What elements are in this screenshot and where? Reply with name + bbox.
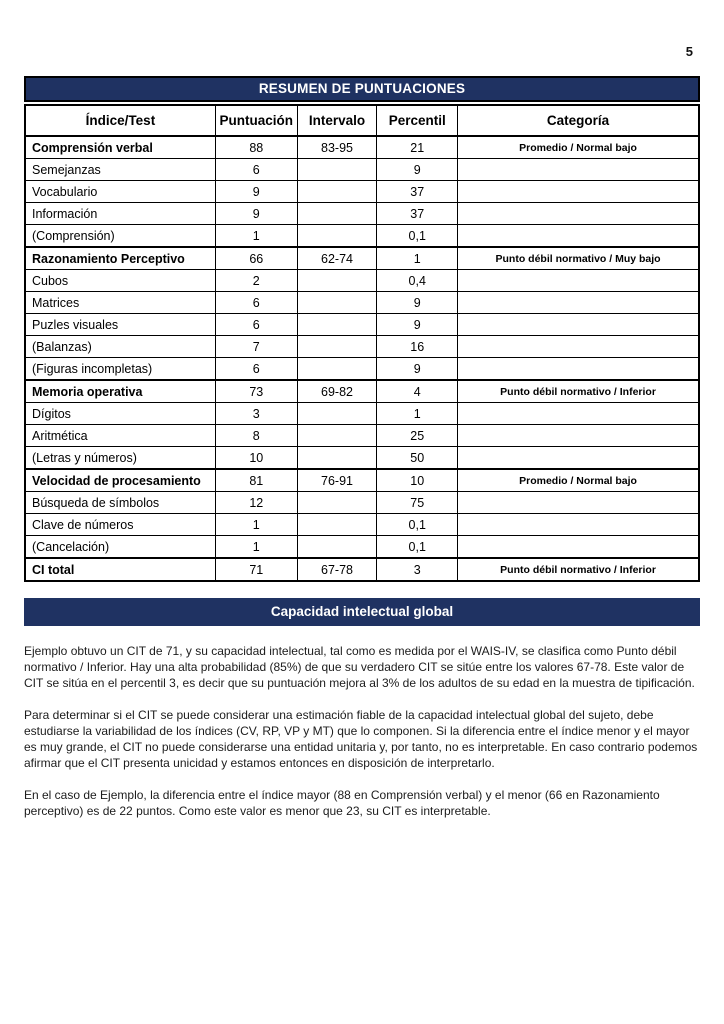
row-label: Información bbox=[25, 203, 215, 225]
row-percentile: 21 bbox=[377, 136, 458, 159]
row-score: 2 bbox=[215, 270, 297, 292]
row-score: 6 bbox=[215, 292, 297, 314]
row-category bbox=[458, 270, 699, 292]
row-label: Dígitos bbox=[25, 403, 215, 425]
row-percentile: 0,1 bbox=[377, 536, 458, 559]
score-table bbox=[24, 104, 700, 582]
row-score: 1 bbox=[215, 536, 297, 559]
row-category bbox=[458, 314, 699, 336]
row-percentile: 9 bbox=[377, 292, 458, 314]
section-body bbox=[24, 643, 700, 835]
row-score: 6 bbox=[215, 314, 297, 336]
table-header-row bbox=[25, 105, 699, 136]
row-interval: 76-91 bbox=[297, 469, 377, 492]
table-row bbox=[25, 358, 699, 381]
row-label: (Comprensión) bbox=[25, 225, 215, 248]
row-score: 12 bbox=[215, 492, 297, 514]
row-category bbox=[458, 225, 699, 248]
table-row bbox=[25, 514, 699, 536]
row-percentile: 10 bbox=[377, 469, 458, 492]
row-percentile: 9 bbox=[377, 159, 458, 181]
row-interval bbox=[297, 425, 377, 447]
row-interval bbox=[297, 536, 377, 559]
row-category bbox=[458, 514, 699, 536]
paragraph-cit-interpretability: En el caso de Ejemplo, la diferencia entre el índice mayor (88 en Comprensión verbal) y el menor (66 en Razonamiento perceptivo) es de 22 puntos. Como este valor es menor que 23, su CIT es interpretable. bbox=[24, 788, 660, 818]
row-percentile: 1 bbox=[377, 247, 458, 270]
table-row bbox=[25, 136, 699, 159]
column-header-interval: Intervalo bbox=[297, 105, 377, 136]
table-row bbox=[25, 314, 699, 336]
row-category: Punto débil normativo / Muy bajo bbox=[458, 247, 699, 270]
table-row bbox=[25, 447, 699, 470]
row-category bbox=[458, 536, 699, 559]
row-percentile: 50 bbox=[377, 447, 458, 470]
table-title: RESUMEN DE PUNTUACIONES bbox=[24, 76, 700, 102]
row-percentile: 25 bbox=[377, 425, 458, 447]
row-interval bbox=[297, 447, 377, 470]
row-percentile: 0,1 bbox=[377, 514, 458, 536]
row-interval bbox=[297, 314, 377, 336]
row-category bbox=[458, 292, 699, 314]
row-score: 10 bbox=[215, 447, 297, 470]
row-interval bbox=[297, 336, 377, 358]
row-category bbox=[458, 203, 699, 225]
row-category bbox=[458, 181, 699, 203]
score-table-body bbox=[25, 136, 699, 581]
row-score: 73 bbox=[215, 380, 297, 403]
row-percentile: 4 bbox=[377, 380, 458, 403]
row-label: Razonamiento Perceptivo bbox=[25, 247, 215, 270]
row-score: 71 bbox=[215, 558, 297, 581]
row-score: 6 bbox=[215, 159, 297, 181]
table-row bbox=[25, 425, 699, 447]
row-percentile: 3 bbox=[377, 558, 458, 581]
row-score: 9 bbox=[215, 181, 297, 203]
row-label: Velocidad de procesamiento bbox=[25, 469, 215, 492]
row-category: Promedio / Normal bajo bbox=[458, 136, 699, 159]
table-row bbox=[25, 536, 699, 559]
paragraph-cit-reliability: Para determinar si el CIT se puede considerar una estimación fiable de la capacidad intelectual global del sujeto, debe estudiarse la variabilidad de los índices (CV, RP, VP y MT) que lo componen. Si la diferencia entre el índice menor y el mayor es muy grande, el CIT no puede considerarse una entidad unitaria y, por tanto, no es interpretable. En caso contrario podemos afirmar que el CIT presenta unicidad y estamos entonces en disposición de interpretarlo. bbox=[24, 708, 698, 770]
row-percentile: 16 bbox=[377, 336, 458, 358]
row-interval bbox=[297, 203, 377, 225]
table-row bbox=[25, 380, 699, 403]
row-category bbox=[458, 403, 699, 425]
row-interval bbox=[297, 403, 377, 425]
row-score: 8 bbox=[215, 425, 297, 447]
row-score: 6 bbox=[215, 358, 297, 381]
row-percentile: 9 bbox=[377, 314, 458, 336]
table-row bbox=[25, 181, 699, 203]
row-interval: 83-95 bbox=[297, 136, 377, 159]
row-category bbox=[458, 447, 699, 470]
row-percentile: 1 bbox=[377, 403, 458, 425]
row-score: 7 bbox=[215, 336, 297, 358]
table-row bbox=[25, 225, 699, 248]
row-label: Comprensión verbal bbox=[25, 136, 215, 159]
row-interval bbox=[297, 514, 377, 536]
column-header-percentile: Percentil bbox=[377, 105, 458, 136]
table-row bbox=[25, 203, 699, 225]
row-label: (Figuras incompletas) bbox=[25, 358, 215, 381]
row-percentile: 0,4 bbox=[377, 270, 458, 292]
row-label: Búsqueda de símbolos bbox=[25, 492, 215, 514]
row-category: Punto débil normativo / Inferior bbox=[458, 558, 699, 581]
row-score: 3 bbox=[215, 403, 297, 425]
row-label: (Balanzas) bbox=[25, 336, 215, 358]
row-interval bbox=[297, 270, 377, 292]
table-row bbox=[25, 403, 699, 425]
row-label: Cubos bbox=[25, 270, 215, 292]
column-header-score: Puntuación bbox=[215, 105, 297, 136]
row-label: Aritmética bbox=[25, 425, 215, 447]
section-header-global-intellectual-capacity: Capacidad intelectual global bbox=[24, 598, 700, 626]
row-interval bbox=[297, 492, 377, 514]
row-label: Clave de números bbox=[25, 514, 215, 536]
row-interval bbox=[297, 181, 377, 203]
row-label: Memoria operativa bbox=[25, 380, 215, 403]
table-row bbox=[25, 159, 699, 181]
row-score: 1 bbox=[215, 514, 297, 536]
row-label: Matrices bbox=[25, 292, 215, 314]
page-number: 5 bbox=[685, 44, 693, 59]
row-category bbox=[458, 159, 699, 181]
row-interval bbox=[297, 159, 377, 181]
table-row bbox=[25, 247, 699, 270]
paragraph-cit-summary: Ejemplo obtuvo un CIT de 71, y su capacidad intelectual, tal como es medida por el WAIS-IV, se clasifica como Punto débil normativo / Inferior. Hay una alta probabilidad (85%) de que su verdadero CIT se sitúe entre los valores 67-78. Este valor de CIT se sitúa en el percentil 3, es decir que su puntuación mejora al 3% de los adultos de su edad en la muestra de tipificación. bbox=[24, 644, 695, 690]
table-row bbox=[25, 336, 699, 358]
row-category bbox=[458, 358, 699, 381]
row-label: Puzles visuales bbox=[25, 314, 215, 336]
row-interval: 67-78 bbox=[297, 558, 377, 581]
row-score: 66 bbox=[215, 247, 297, 270]
row-interval bbox=[297, 292, 377, 314]
table-row bbox=[25, 292, 699, 314]
row-category bbox=[458, 336, 699, 358]
row-interval bbox=[297, 225, 377, 248]
row-score: 88 bbox=[215, 136, 297, 159]
row-label: Semejanzas bbox=[25, 159, 215, 181]
table-row bbox=[25, 492, 699, 514]
row-category bbox=[458, 425, 699, 447]
scores-summary-table bbox=[24, 76, 700, 582]
table-row bbox=[25, 469, 699, 492]
row-label: (Cancelación) bbox=[25, 536, 215, 559]
row-label: (Letras y números) bbox=[25, 447, 215, 470]
row-category: Promedio / Normal bajo bbox=[458, 469, 699, 492]
row-percentile: 0,1 bbox=[377, 225, 458, 248]
table-row bbox=[25, 270, 699, 292]
row-label: CI total bbox=[25, 558, 215, 581]
row-category: Punto débil normativo / Inferior bbox=[458, 380, 699, 403]
row-interval: 62-74 bbox=[297, 247, 377, 270]
column-header-category: Categoría bbox=[458, 105, 699, 136]
row-label: Vocabulario bbox=[25, 181, 215, 203]
row-interval bbox=[297, 358, 377, 381]
row-interval: 69-82 bbox=[297, 380, 377, 403]
column-header-index-test: Índice/Test bbox=[25, 105, 215, 136]
row-score: 81 bbox=[215, 469, 297, 492]
row-score: 1 bbox=[215, 225, 297, 248]
table-row bbox=[25, 558, 699, 581]
row-score: 9 bbox=[215, 203, 297, 225]
row-percentile: 37 bbox=[377, 203, 458, 225]
row-percentile: 9 bbox=[377, 358, 458, 381]
row-percentile: 37 bbox=[377, 181, 458, 203]
row-percentile: 75 bbox=[377, 492, 458, 514]
row-category bbox=[458, 492, 699, 514]
